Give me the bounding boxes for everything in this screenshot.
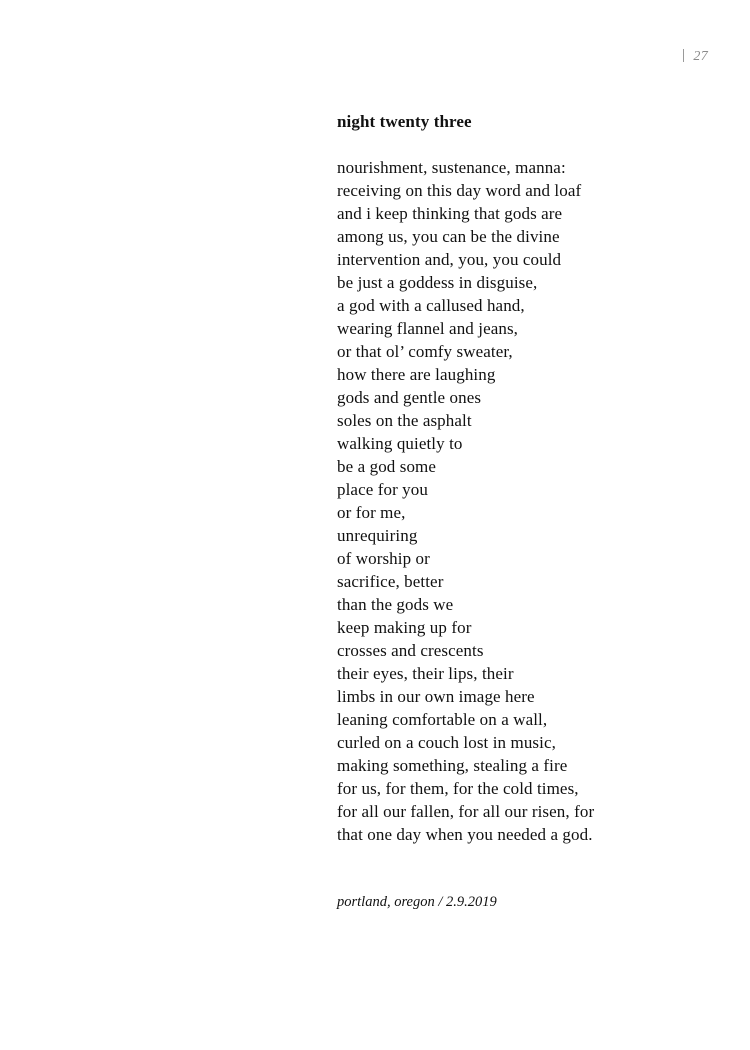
poem-signature: portland, oregon / 2.9.2019 <box>337 894 497 910</box>
poem-body <box>337 156 717 846</box>
poem-line: sacrifice, better <box>337 572 444 591</box>
poem-line: walking quietly to <box>337 434 463 453</box>
poem-line: limbs in our own image here <box>337 687 535 706</box>
poem-line: receiving on this day word and loaf <box>337 181 582 200</box>
poem-title: night twenty three <box>337 112 472 131</box>
poem-line: leaning comfortable on a wall, <box>337 710 548 729</box>
page-number-divider <box>683 49 684 62</box>
poem-line: or that ol’ comfy sweater, <box>337 342 513 361</box>
poem-line: nourishment, sustenance, manna: <box>337 158 566 177</box>
poem-line: that one day when you needed a god. <box>337 825 593 844</box>
poem-line: than the gods we <box>337 595 454 614</box>
page-number-value: 27 <box>693 49 708 64</box>
poem-line: gods and gentle ones <box>337 388 482 407</box>
poem-line: for us, for them, for the cold times, <box>337 779 579 798</box>
poem-line: unrequiring <box>337 526 418 545</box>
poem-line: a god with a callused hand, <box>337 296 525 315</box>
poem-line: keep making up for <box>337 618 472 637</box>
poem-line: crosses and crescents <box>337 641 484 660</box>
poem-line: for all our fallen, for all our risen, for <box>337 802 595 821</box>
poem-line: their eyes, their lips, their <box>337 664 514 683</box>
poem-line: soles on the asphalt <box>337 411 472 430</box>
poem-line: curled on a couch lost in music, <box>337 733 556 752</box>
poem-line: and i keep thinking that gods are <box>337 204 563 223</box>
poem-line: making something, stealing a fire <box>337 756 568 775</box>
poem-line: of worship or <box>337 549 430 568</box>
poem-line: be just a goddess in disguise, <box>337 273 538 292</box>
page-number <box>683 49 708 65</box>
poem-line: be a god some <box>337 457 437 476</box>
poem-line: among us, you can be the divine <box>337 227 560 246</box>
poem-line: or for me, <box>337 503 406 522</box>
poem-line: intervention and, you, you could <box>337 250 562 269</box>
poem-line: how there are laughing <box>337 365 496 384</box>
poem <box>337 110 717 862</box>
poem-line: wearing flannel and jeans, <box>337 319 519 338</box>
poem-line: place for you <box>337 480 428 499</box>
